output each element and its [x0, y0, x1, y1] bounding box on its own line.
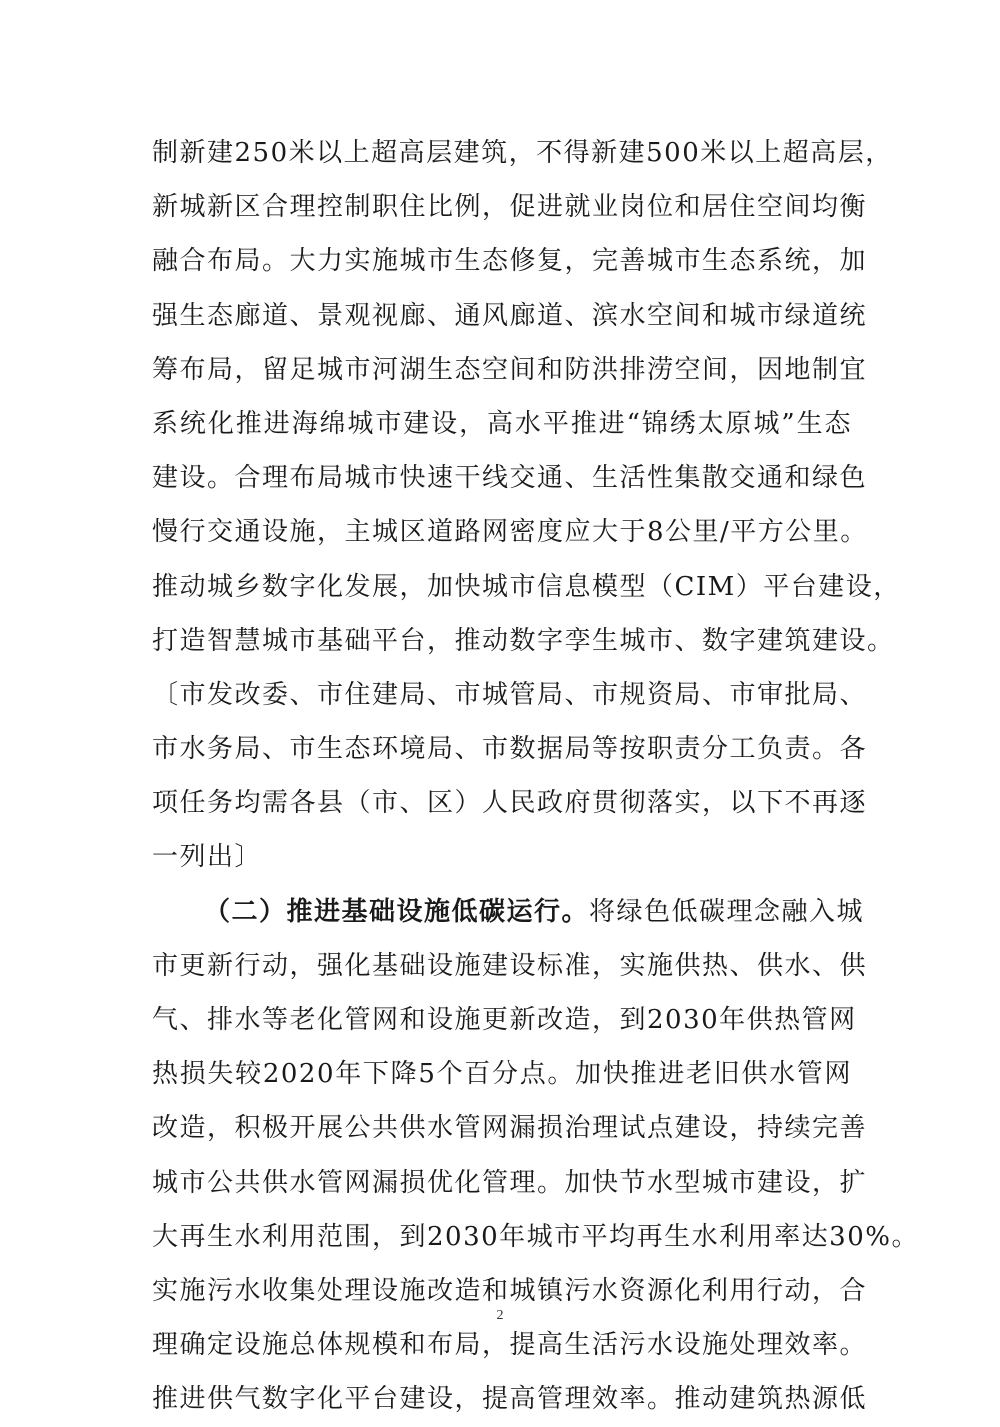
paragraph-line: 新城新区合理控制职住比例，促进就业岗位和居住空间均衡	[152, 192, 868, 223]
paragraph-line: 改造，积极开展公共供水管网漏损治理试点建设，持续完善	[152, 1113, 868, 1144]
paragraph-line: 融合布局。大力实施城市生态修复，完善城市生态系统，加	[152, 246, 868, 277]
paragraph-line: 筹布局，留足城市河湖生态空间和防洪排涝空间，因地制宜	[152, 354, 868, 385]
page-number: 2	[496, 1308, 504, 1323]
paragraph-line: 热损失较2020年下降5个百分点。加快推进老旧供水管网	[152, 1059, 852, 1090]
paragraph-line: 推进供气数字化平台建设，提高管理效率。推动建筑热源低	[152, 1384, 868, 1415]
paragraph-line: 项任务均需各县（市、区）人民政府贯彻落实，以下不再逐	[152, 788, 868, 819]
paragraph-line: 强生态廊道、景观视廊、通风廊道、滨水空间和城市绿道统	[152, 300, 868, 331]
paragraph-line: 市水务局、市生态环境局、市数据局等按职责分工负责。各	[152, 734, 868, 765]
paragraph-line: 实施污水收集处理设施改造和城镇污水资源化利用行动，合	[152, 1275, 868, 1306]
section-2-heading: （二）推进基础设施低碳运行。	[204, 896, 590, 927]
paragraph-line: 慢行交通设施，主城区道路网密度应大于8公里/平方公里。	[152, 517, 868, 548]
paragraph-line: 一列出〕	[152, 842, 263, 873]
section-2-first-line	[152, 885, 865, 939]
paragraph-line: 建设。合理布局城市快速干线交通、生活性集散交通和绿色	[152, 463, 868, 494]
paragraph-line: 制新建250米以上超高层建筑，不得新建500米以上超高层，	[152, 138, 893, 168]
section-2-first-line-rest: 将绿色低碳理念融入城	[589, 896, 865, 927]
document-body	[152, 126, 919, 1427]
paragraph-line: 大再生水利用范围，到2030年城市平均再生水利用率达30%。	[152, 1221, 919, 1252]
paragraph-line: 城市公共供水管网漏损优化管理。加快节水型城市建设，扩	[152, 1167, 868, 1198]
paragraph-line: 推动城乡数字化发展，加快城市信息模型（CIM）平台建设，	[152, 571, 901, 602]
paragraph-line: 打造智慧城市基础平台，推动数字孪生城市、数字建筑建设。	[152, 625, 895, 656]
paragraph-line: 〔市发改委、市住建局、市城管局、市规资局、市审批局、	[152, 679, 868, 710]
paragraph-line: 系统化推进海绵城市建设，高水平推进“锦绣太原城”生态	[152, 408, 852, 439]
paragraph-line: 气、排水等老化管网和设施更新改造，到2030年供热管网	[152, 1005, 857, 1035]
paragraph-line: 理确定设施总体规模和布局，提高生活污水设施处理效率。	[152, 1330, 868, 1361]
paragraph-line: 市更新行动，强化基础设施建设标准，实施供热、供水、供	[152, 950, 868, 981]
